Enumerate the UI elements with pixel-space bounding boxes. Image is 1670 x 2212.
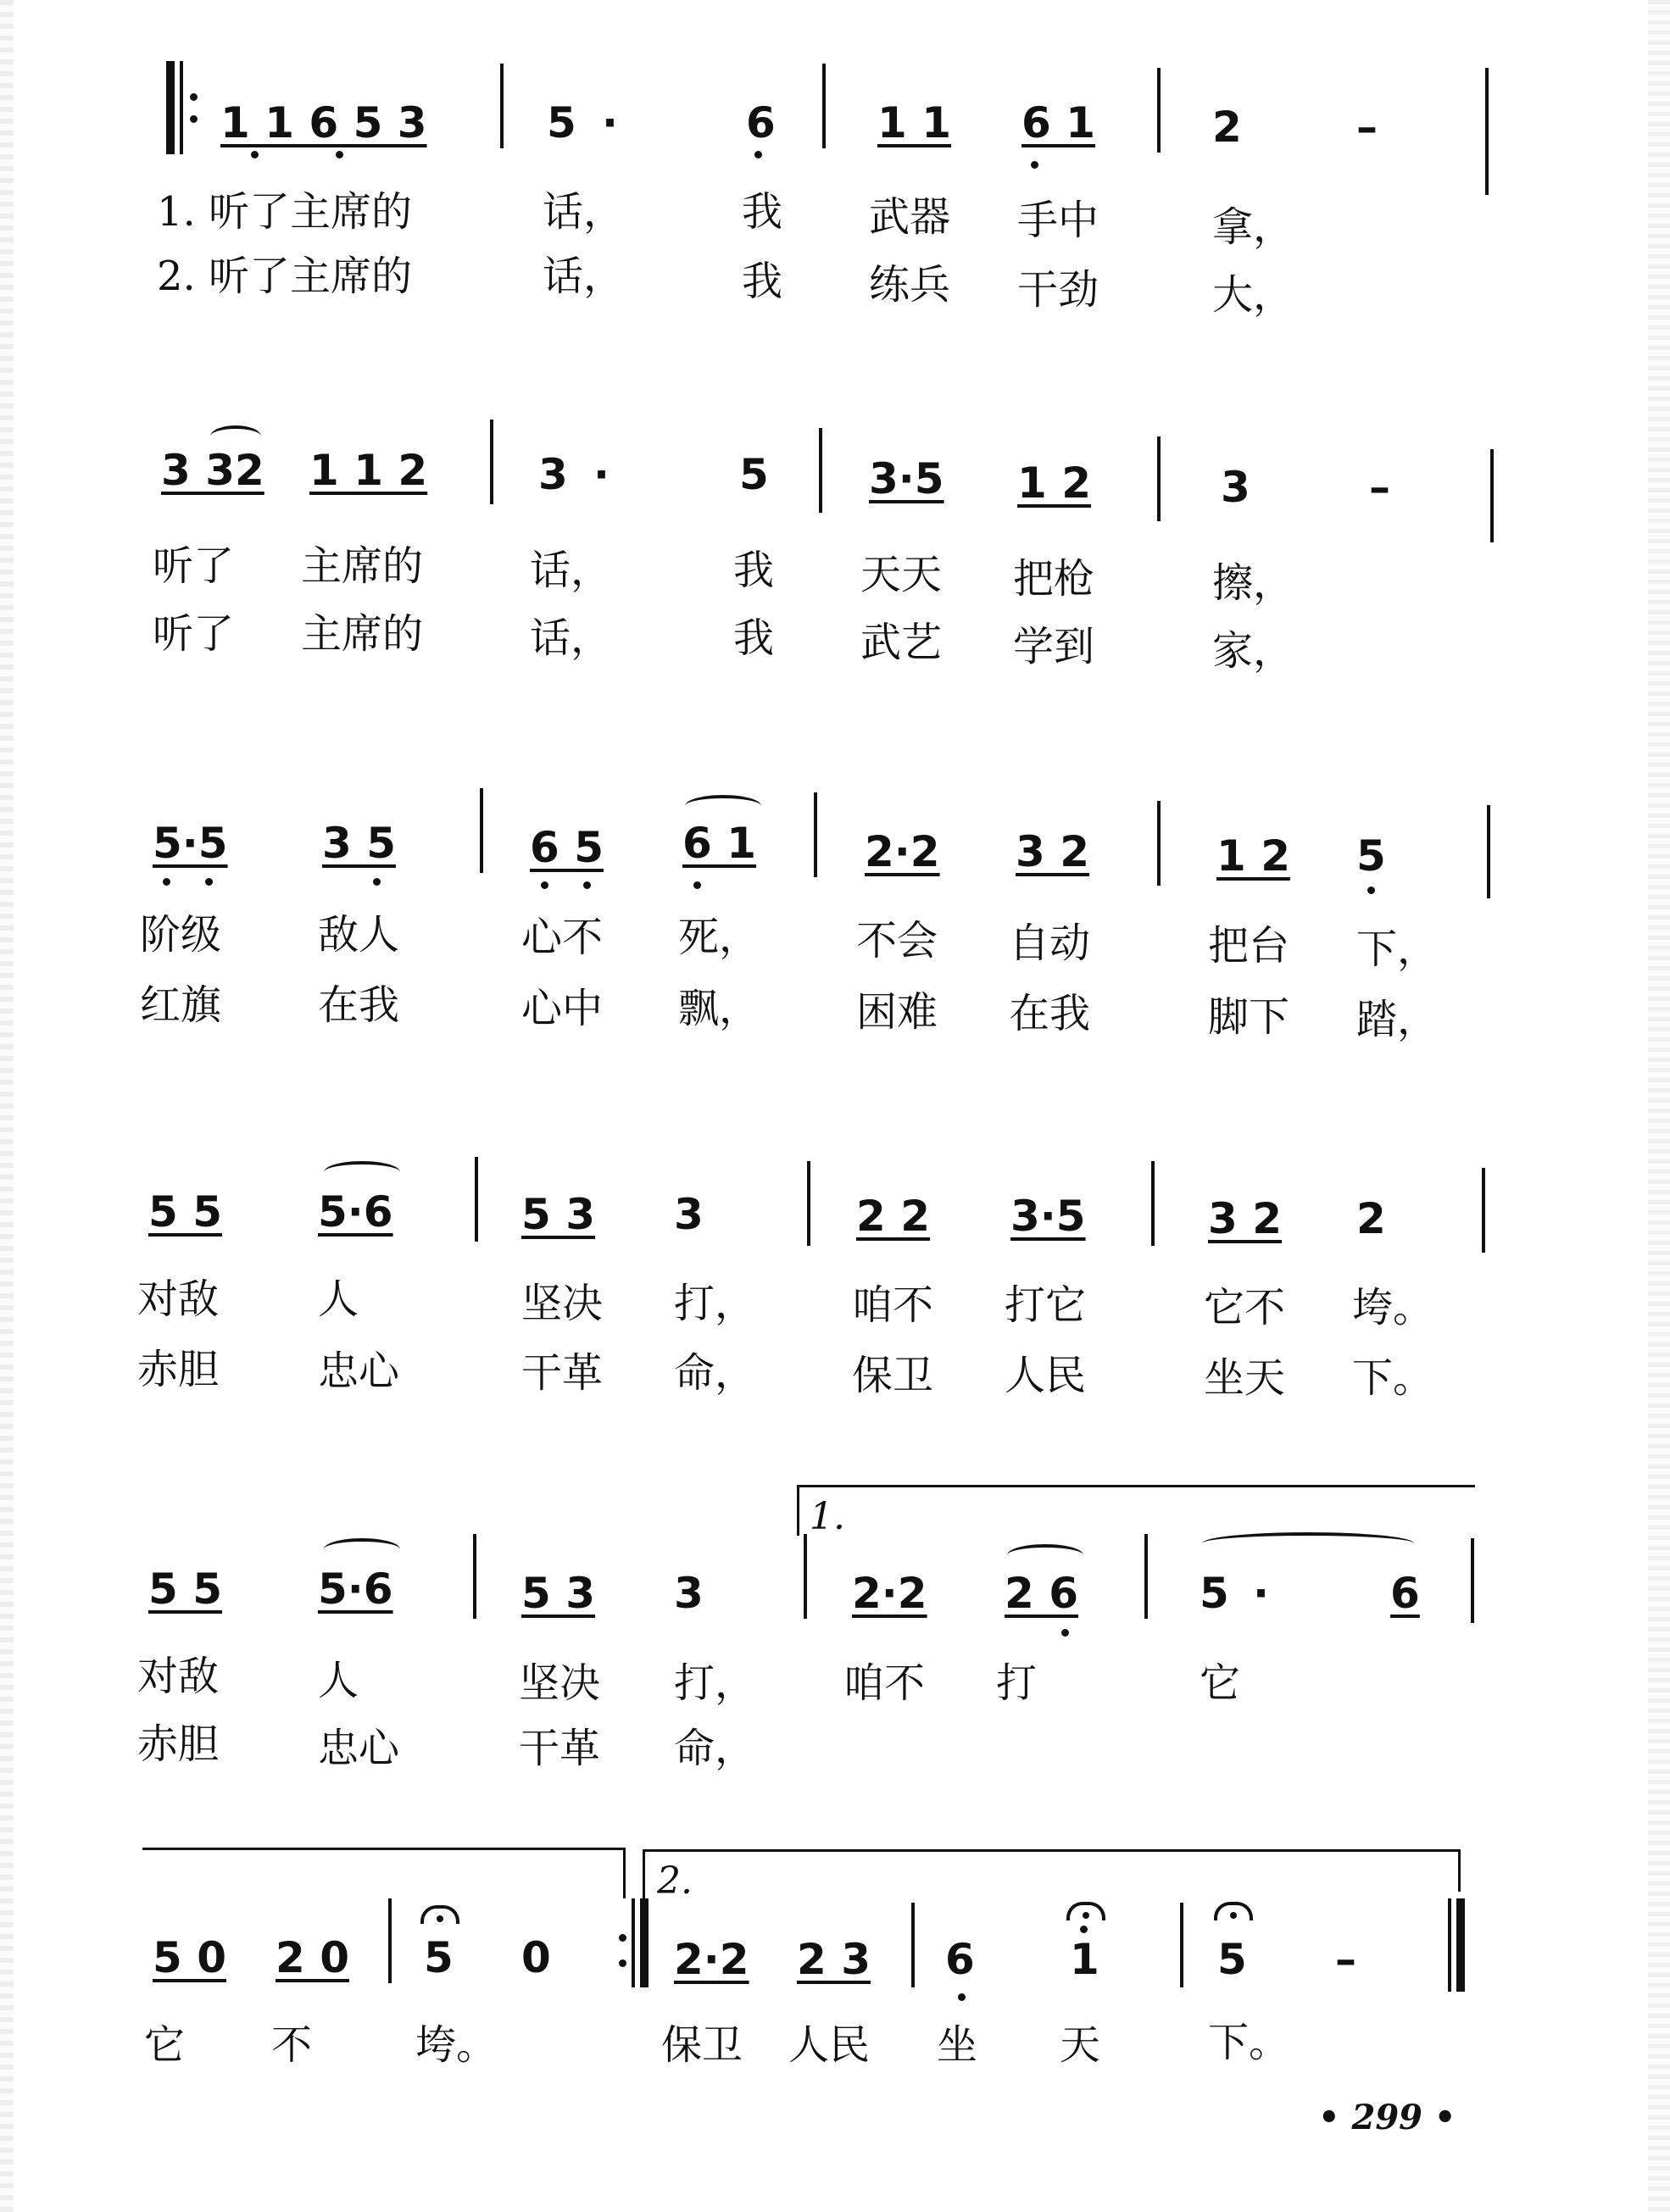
fermata-icon [420, 1905, 459, 1924]
barline [1157, 801, 1161, 886]
fermata-icon [1066, 1902, 1105, 1920]
note-group: 5 5 [148, 1565, 222, 1614]
slur [324, 1538, 400, 1560]
lyric: 赤胆 [137, 1720, 220, 1768]
barline [388, 1898, 392, 1983]
note: 3 [674, 1569, 704, 1618]
note-group: 5·5 [153, 819, 228, 868]
note: 3 [1221, 463, 1250, 512]
barline [807, 1161, 810, 1246]
lyric: 咱不 [852, 1281, 934, 1329]
lyric: 人 [318, 1276, 359, 1323]
volta-1-continuation [142, 1848, 626, 1850]
lyric: 2. 听了主席的 [157, 253, 413, 300]
low-octave-dot [336, 151, 343, 158]
final-thin-bar [1448, 1898, 1451, 1992]
barline [1482, 1168, 1485, 1253]
barline [804, 1534, 807, 1619]
volta-1-bracket [797, 1485, 1475, 1487]
lyric: 主席的 [301, 610, 424, 658]
lyric: 忠心 [318, 1725, 400, 1772]
note-group: 6 1 [682, 819, 756, 868]
lyric: 自动 [1009, 920, 1091, 967]
lyric: 它不 [1204, 1284, 1286, 1331]
barline [1157, 68, 1161, 153]
note: 5 [1356, 831, 1386, 881]
note-group: 5·6 [318, 1187, 393, 1237]
low-octave-dot [754, 151, 762, 158]
augmentation-dot: · [1253, 1569, 1269, 1618]
lyric: 主席的 [301, 542, 424, 590]
slur [685, 795, 761, 817]
barline [490, 420, 493, 504]
lyric: 练兵 [869, 261, 951, 308]
lyric: 话， [543, 188, 625, 236]
note: 3 [674, 1190, 704, 1239]
lyric: 干革 [521, 1349, 604, 1397]
lyric: 坚决 [521, 1280, 604, 1327]
note-group: 6 5 [530, 823, 604, 872]
note-group: 3 2 [1208, 1194, 1282, 1243]
lyric: 在我 [1009, 990, 1091, 1037]
high-octave-dot [1080, 1926, 1088, 1933]
lyric: 下， [1356, 925, 1439, 973]
lyric: 对敌 [137, 1653, 220, 1700]
barline [500, 64, 504, 148]
lyric: 学到 [1013, 623, 1095, 670]
lyric: 死， [678, 914, 760, 961]
barline [1490, 449, 1494, 542]
volta-2-bracket [643, 1849, 1461, 1852]
low-octave-dot [205, 878, 213, 886]
note-group: 1 2 [1017, 459, 1091, 508]
low-octave-dot [163, 878, 170, 886]
note: 5 [1217, 1935, 1247, 1984]
note: 1 [1070, 1935, 1099, 1984]
lyric: 打， [674, 1280, 756, 1327]
lyric: 我 [742, 188, 783, 236]
note-group: 3 32 [161, 446, 264, 495]
lyric: 把台 [1208, 922, 1290, 970]
note-group: 2 0 [276, 1933, 349, 1982]
note: 5 [424, 1933, 454, 1982]
barline [819, 428, 822, 513]
repeat-end-thin-bar [632, 1898, 635, 1987]
repeat-start-thin-bar [180, 61, 183, 154]
lyric: 坚决 [519, 1659, 601, 1707]
lyric: 它 [1200, 1659, 1241, 1707]
barline [1485, 68, 1489, 195]
low-octave-dot [541, 881, 548, 889]
final-thick-bar [1456, 1898, 1465, 1992]
lyric: 保卫 [661, 2021, 743, 2069]
note: 3 [538, 450, 568, 499]
lyric: 命， [674, 1725, 756, 1772]
note-group: 3·5 [1010, 1192, 1086, 1241]
lyric: 咱不 [843, 1659, 926, 1707]
barline [475, 1157, 478, 1242]
lyric: 家， [1212, 627, 1294, 675]
lyric: 手中 [1017, 197, 1099, 244]
barline [822, 64, 826, 148]
barline [480, 788, 483, 873]
repeat-dot [190, 93, 198, 101]
rest: 0 [521, 1933, 551, 1982]
low-octave-dot [1031, 161, 1038, 169]
note-group: 5 3 [521, 1569, 595, 1618]
repeat-start-thick-bar [166, 61, 175, 154]
slur [324, 1161, 400, 1183]
augmentation-dot: · [602, 98, 618, 147]
lyric: 在我 [318, 981, 400, 1029]
lyric: 拿， [1212, 203, 1294, 251]
note-group: 5·6 [318, 1565, 393, 1614]
note-group: 1 1 [877, 98, 951, 147]
lyric: 武艺 [860, 619, 943, 666]
volta-1-label: 1. [810, 1495, 845, 1538]
volta-2-bracket-end [1458, 1849, 1461, 1892]
low-octave-dot [373, 878, 381, 886]
note: 6 [945, 1935, 975, 1984]
note-group: 1 2 [1216, 831, 1290, 881]
lyric: 人民 [1005, 1352, 1087, 1399]
note-group: 3 2 [1016, 827, 1089, 876]
note: 2 [1356, 1194, 1386, 1243]
lyric: 听了 [153, 610, 235, 658]
note-group: 5 3 [521, 1190, 595, 1239]
note-group: 6 1 [1021, 98, 1095, 147]
lyric: 不会 [856, 917, 938, 964]
repeat-dot [190, 115, 198, 123]
lyric: 下。 [1352, 1354, 1434, 1402]
dash-hold: – [1369, 463, 1390, 512]
dash-hold: – [1356, 103, 1378, 152]
lyric: 敌人 [318, 911, 400, 959]
barline [1471, 1538, 1474, 1623]
note-group: 1 1 2 [309, 446, 428, 495]
slur [1202, 1532, 1414, 1554]
page-edge-right [1648, 0, 1670, 2212]
lyric: 心不 [521, 914, 604, 961]
lyric: 把枪 [1013, 555, 1095, 603]
low-octave-dot [251, 151, 259, 158]
low-octave-dot [693, 881, 701, 889]
lyric: 擦， [1212, 559, 1294, 607]
lyric: 对敌 [137, 1276, 220, 1323]
note: 5 [1200, 1569, 1229, 1618]
note-group: 2 3 [797, 1935, 871, 1984]
lyric: 干劲 [1017, 266, 1099, 314]
slur [1007, 1544, 1083, 1566]
lyric: 困难 [856, 988, 938, 1036]
lyric: 我 [742, 258, 783, 305]
lyric: 打它 [1005, 1281, 1087, 1329]
lyric: 打 [996, 1659, 1038, 1707]
lyric: 干革 [519, 1725, 601, 1772]
volta-2-bracket-side [643, 1849, 645, 1900]
lyric: 命， [674, 1349, 756, 1397]
lyric: 1. 听了主席的 [157, 188, 413, 236]
lyric: 天 [1060, 2021, 1101, 2069]
note-group: 5 5 [148, 1187, 222, 1237]
lyric: 保卫 [852, 1352, 934, 1399]
barline [473, 1534, 476, 1619]
lyric: 下。 [1208, 2019, 1290, 2066]
lyric: 心中 [521, 985, 604, 1032]
barline [1180, 1903, 1183, 1987]
note-group: 2·2 [852, 1569, 927, 1618]
note-group: 3·5 [869, 454, 944, 503]
page-edge-left [0, 0, 14, 2212]
note: 6 [746, 98, 776, 147]
low-octave-dot [583, 881, 591, 889]
lyric: 不 [271, 2021, 313, 2069]
augmentation-dot: · [593, 450, 610, 499]
lyric: 大， [1212, 271, 1294, 319]
lyric: 垮。 [415, 2021, 498, 2069]
note-group: 2 2 [856, 1192, 930, 1241]
barline [1144, 1534, 1148, 1619]
lyric: 阶级 [140, 911, 222, 959]
barline [1151, 1161, 1155, 1246]
lyric: 我 [733, 547, 775, 594]
note: 6 [1390, 1569, 1420, 1618]
page-number: • 299 • [1318, 2098, 1456, 2137]
lyric: 垮。 [1352, 1284, 1434, 1331]
low-octave-dot [958, 1993, 966, 2001]
lyric: 天天 [860, 551, 943, 598]
lyric: 话， [543, 253, 625, 300]
lyric: 听了 [153, 542, 235, 590]
lyric: 坐天 [1204, 1354, 1286, 1402]
note-group: 2 6 [1005, 1569, 1078, 1618]
repeat-dot [619, 1934, 626, 1942]
note-group: 1 1 6 5 3 [220, 98, 427, 147]
barline [1487, 805, 1490, 898]
volta-1-end [623, 1848, 626, 1898]
barline [911, 1903, 915, 1987]
lyric: 人民 [788, 2021, 871, 2069]
lyric: 它 [144, 2021, 186, 2069]
repeat-dot [619, 1959, 626, 1967]
lyric: 我 [733, 614, 775, 662]
low-octave-dot [1367, 886, 1375, 894]
lyric: 武器 [869, 193, 951, 241]
lyric: 忠心 [318, 1348, 400, 1395]
note: 5 [547, 98, 576, 147]
lyric: 话， [530, 614, 612, 662]
repeat-end-thick-bar [640, 1898, 649, 1987]
lyric: 坐 [937, 2021, 978, 2069]
low-octave-dot [1061, 1629, 1069, 1637]
lyric: 脚下 [1208, 993, 1290, 1041]
note-group: 3 5 [322, 819, 396, 868]
note: 2 [1212, 103, 1242, 152]
note: 5 [739, 450, 769, 499]
fermata-icon [1214, 1902, 1253, 1920]
note-group: 5 0 [153, 1933, 226, 1982]
lyric: 话， [530, 547, 612, 594]
note-group: 2·2 [865, 827, 940, 876]
volta-2-label: 2. [657, 1859, 693, 1903]
lyric: 人 [318, 1657, 359, 1704]
dash-hold: – [1335, 1935, 1356, 1984]
note-group: 2·2 [674, 1935, 749, 1984]
barline [1157, 436, 1161, 521]
barline [814, 792, 817, 877]
lyric: 赤胆 [137, 1346, 220, 1393]
volta-1-bracket-side [797, 1485, 799, 1536]
lyric: 飘， [678, 985, 760, 1032]
lyric: 踏， [1356, 996, 1439, 1043]
lyric: 红旗 [140, 981, 222, 1029]
lyric: 打， [674, 1659, 756, 1707]
